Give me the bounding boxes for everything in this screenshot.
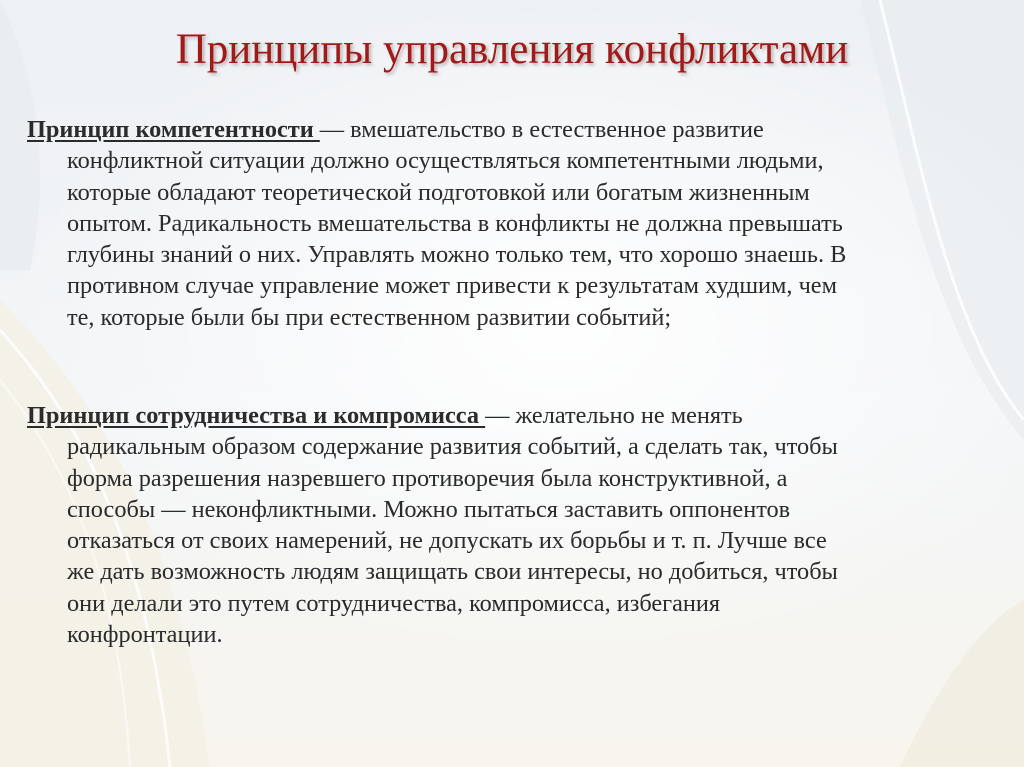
principle-competence-paragraph <box>27 114 1012 333</box>
paragraph-line: форма разрешения назревшего противоречия была конструктивной, а <box>67 464 788 492</box>
paragraph-line: глубины знаний о них. Управлять можно только тем, что хорошо знаешь. В <box>67 241 847 269</box>
principle-cooperation-paragraph <box>27 400 1012 650</box>
paragraph-line <box>27 114 1012 145</box>
paragraph-line: радикальным образом содержание развития событий, а сделать так, чтобы <box>67 433 838 461</box>
paragraph-text: — вмешательство в естественное развитие <box>319 116 764 143</box>
paragraph-line: конфликтной ситуации должно осуществляться компетентными людьми, <box>67 147 824 175</box>
principle-heading: Принцип сотрудничества и компромисса <box>27 402 486 429</box>
paragraph-line: способы — неконфликтными. Можно пытаться заставить оппонентов <box>67 495 791 523</box>
paragraph-line: же дать возможность людям защищать свои интересы, но добиться, чтобы <box>67 558 838 586</box>
slide-title: Принципы управления конфликтами <box>175 26 849 73</box>
paragraph-line: отказаться от своих намерений, не допускать их борьбы и т. п. Лучше все <box>67 527 827 555</box>
paragraph-line: которые обладают теоретической подготовкой или богатым жизненным <box>67 178 810 206</box>
paragraph-line: конфронтации. <box>67 621 223 649</box>
paragraph-text: — желательно не менять <box>485 402 743 429</box>
paragraph-line: опытом. Радикальность вмешательства в конфликты не должна превышать <box>67 209 843 237</box>
principle-heading: Принцип компетентности <box>27 116 320 143</box>
paragraph-line: те, которые были бы при естественном развитии событий; <box>67 303 672 331</box>
paragraph-line: они делали это путем сотрудничества, компромисса, избегания <box>67 589 721 617</box>
paragraph-line: противном случае управление может привести к результатам худшим, чем <box>67 272 837 300</box>
paragraph-line <box>27 400 1012 431</box>
